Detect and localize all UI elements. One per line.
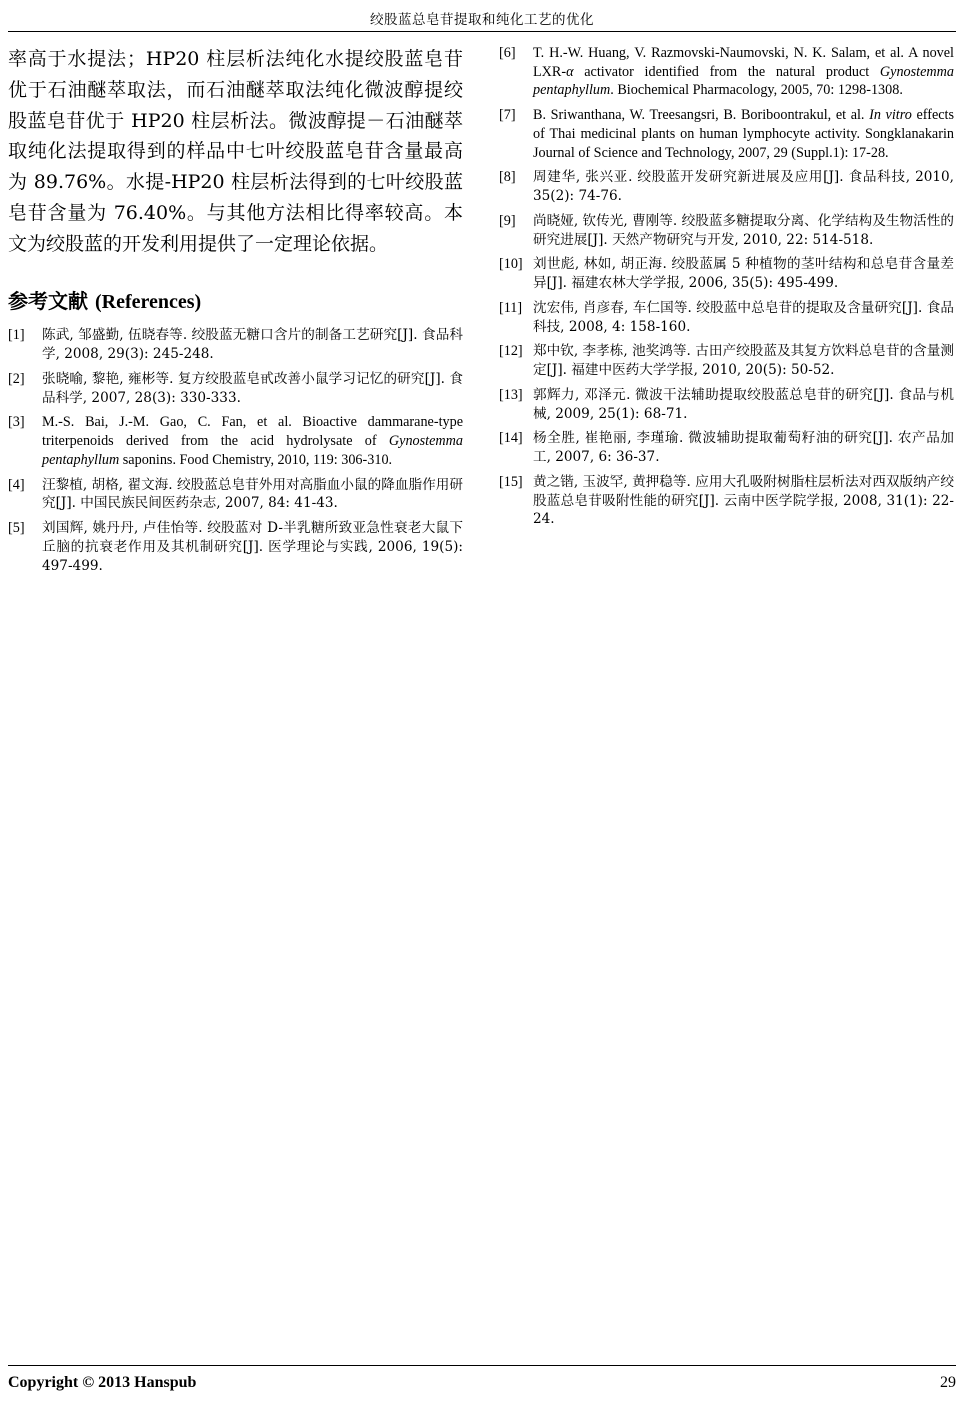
running-head: 绞股蓝总皂苷提取和纯化工艺的优化 (370, 12, 594, 28)
reference-number: [3] (8, 414, 25, 431)
reference-number: [6] (499, 45, 516, 61)
reference-number: [15] (499, 473, 523, 490)
reference-text: 郭辉力, 邓泽元. 微波干法辅助提取绞股蓝总皂苷的研究[J]. 食品与机械, 2009, 25(1): 68-71. (533, 386, 954, 422)
references-heading-en: (References) (94, 291, 202, 314)
reference-item (499, 44, 954, 100)
reference-text: 张晓喻, 黎艳, 雍彬等. 复方绞股蓝皂甙改善小鼠学习记忆的研究[J]. 食品科学, 2007, 28(3): 330-333. (42, 370, 463, 406)
reference-number: [1] (8, 327, 25, 344)
reference-item (8, 370, 463, 408)
reference-item (499, 299, 954, 337)
copyright-text: Copyright © 2013 Hanspub (8, 1374, 197, 1391)
reference-text: 郑中钦, 李孝栋, 池奖鸿等. 古田产绞股蓝及其复方饮料总皂苷的含量测定[J]. 福建中医药大学学报, 2010, 20(5): 50-52. (533, 343, 954, 379)
reference-text: 汪黎植, 胡格, 翟文海. 绞股蓝总皂苷外用对高脂血小鼠的降血脂作用研究[J]. 中国民族民间医药杂志, 2007, 84: 41-43. (42, 476, 463, 512)
reference-number: [14] (499, 430, 523, 447)
left-column (8, 44, 463, 1344)
reference-number: [9] (499, 212, 516, 229)
reference-text: 陈武, 邹盛勤, 伍晓春等. 绞股蓝无糖口含片的制备工艺研究[J]. 食品科学, 2008, 29(3): 245-248. (42, 327, 463, 363)
reference-text: B. Sriwanthana, W. Treesangsri, B. Boriboontrakul, et al. In vitro effects of Thai medicinal plants on human lymphocyte activity. Songklanakarin Journal of Science and Technology, 2007, 29 (Suppl.1): 17-28. (533, 107, 955, 161)
reference-item (8, 519, 463, 575)
reference-number: [11] (499, 299, 523, 316)
page-footer (8, 1374, 956, 1392)
reference-list-left (8, 326, 463, 575)
references-heading-cn: 参考文献 (8, 289, 88, 314)
reference-text: 杨全胜, 崔艳丽, 李瑾瑜. 微波辅助提取葡萄籽油的研究[J]. 农产品加工, 2007, 6: 36-37. (533, 430, 954, 466)
body-paragraph: 率高于水提法；HP20 柱层析法纯化水提绞股蓝皂苷优于石油醚萃取法，而石油醚萃取法纯化微波醇提绞股蓝皂苷优于 HP20 柱层析法。微波醇提－石油醚萃取纯化法提取得到的样品中七叶绞股蓝皂苷含量最高为 89.76%。水提-HP20 柱层析法得到的七叶绞股蓝皂苷含量为 76.40%。与其他方法相比得率较高。本文为绞股蓝的开发利用提供了一定理论依据。 (8, 48, 463, 255)
reference-item (499, 168, 954, 206)
two-column-body (8, 44, 956, 1344)
reference-text: 尚晓娅, 钦传光, 曹刚等. 绞股蓝多糖提取分离、化学结构及生物活性的研究进展[J]. 天然产物研究与开发, 2010, 22: 514-518. (533, 212, 954, 248)
reference-number: [4] (8, 476, 25, 493)
reference-item (499, 473, 954, 529)
reference-item (499, 212, 954, 250)
footer-rule (8, 1365, 956, 1366)
reference-item (499, 386, 954, 424)
reference-text: 周建华, 张兴亚. 绞股蓝开发研究新进展及应用[J]. 食品科技, 2010, 35(2): 74-76. (533, 169, 954, 205)
header-rule (8, 31, 956, 32)
reference-number: [2] (8, 370, 25, 387)
page-number: 29 (940, 1374, 956, 1391)
reference-text: 刘世彪, 林如, 胡正海. 绞股蓝属 5 种植物的茎叶结构和总皂苷含量差异[J]. 福建农林大学学报, 2006, 35(5): 495-499. (533, 256, 954, 292)
reference-item (499, 255, 954, 293)
reference-text: T. H.-W. Huang, V. Razmovski-Naumovski, N. K. Salam, et al. A novel LXR-α activator identified from the natural product Gynostemma pentaphyllum. Biochemical Pharmacology, 2005, 70: 1298-1308. (533, 45, 954, 99)
reference-item (499, 342, 954, 380)
reference-text: 刘国辉, 姚丹丹, 卢佳怡等. 绞股蓝对 D-半乳糖所致亚急性衰老大鼠下丘脑的抗衰老作用及其机制研究[J]. 医学理论与实践, 2006, 19(5): 497-499. (42, 520, 463, 574)
reference-text: 沈宏伟, 肖彦春, 车仁国等. 绞股蓝中总皂苷的提取及含量研究[J]. 食品科技, 2008, 4: 158-160. (533, 299, 954, 335)
reference-item (499, 429, 954, 467)
reference-text: 黄之锴, 玉波罕, 黄押稳等. 应用大孔吸附树脂柱层析法对西双版纳产绞股蓝总皂苷吸附性能的研究[J]. 云南中医学院学报, 2008, 31(1): 22-24. (533, 473, 954, 528)
reference-item (8, 326, 463, 364)
reference-number: [12] (499, 343, 523, 360)
right-column (499, 44, 954, 1344)
reference-number: [8] (499, 169, 516, 186)
reference-number: [10] (499, 256, 523, 273)
reference-item (499, 106, 954, 162)
references-heading (8, 285, 463, 314)
reference-number: [5] (8, 520, 25, 537)
reference-number: [13] (499, 386, 523, 403)
reference-item (8, 413, 463, 469)
reference-list-right (499, 44, 954, 529)
reference-item (8, 476, 463, 514)
reference-number: [7] (499, 107, 516, 124)
reference-text: M.-S. Bai, J.-M. Gao, C. Fan, et al. Bioactive dammarane-type triterpenoids derived from the acid hydrolysate of Gynostemma pentaphyllum saponins. Food Chemistry, 2010, 119: 306-310. (42, 414, 463, 468)
